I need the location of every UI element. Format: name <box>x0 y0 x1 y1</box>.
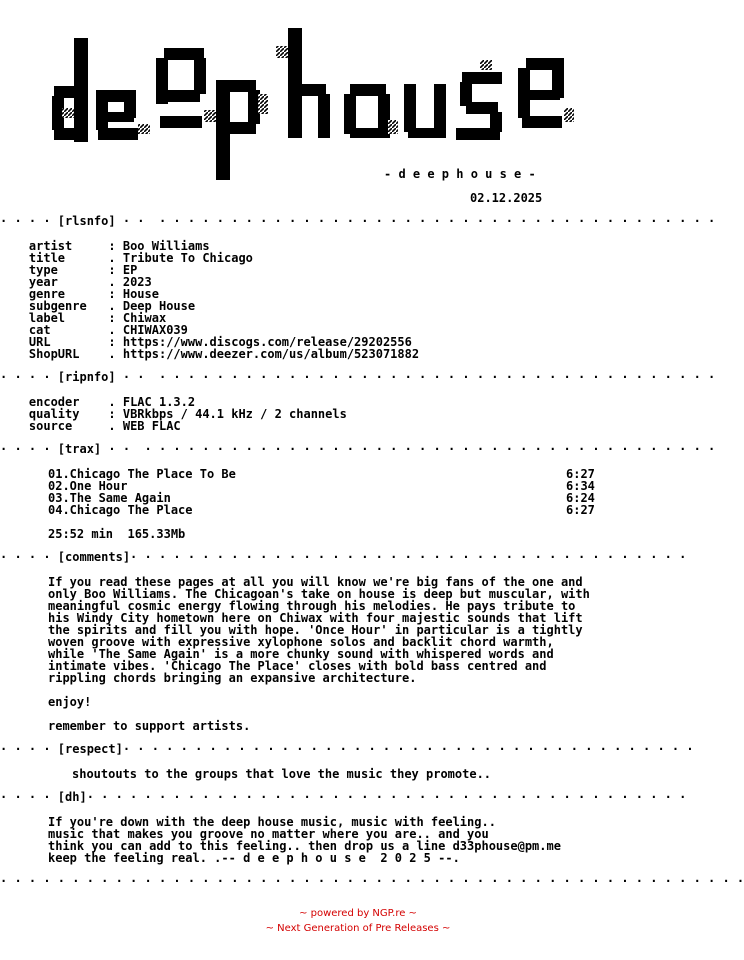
ripnfo-encoder: encoder . FLAC 1.3.2 <box>28 395 196 409</box>
dh-line: If you're down with the deep house music, music with feeling.. <box>48 815 496 829</box>
comment-line: while 'The Same Again' is a more chunky sound with whispered words and <box>48 647 554 661</box>
section-header-dh: · · · · [dh]· · · · · · · · · · · · · · · · · · · · · · · · · · · · · · · · · · · · · · · · · · <box>0 790 687 804</box>
track-time: 6:27 <box>566 503 595 517</box>
enjoy-text: enjoy! <box>48 695 92 709</box>
comment-line: woven groove with expressive xylophone solos and backlit chord warmth, <box>48 635 554 649</box>
rlsnfo-label: label : Chiwax <box>28 311 167 325</box>
key: artist <box>28 239 73 253</box>
release-date: 02.12.2025 <box>470 191 543 205</box>
ripnfo-source: source . WEB FLAC <box>28 419 181 433</box>
support-text: remember to support artists. <box>48 719 251 733</box>
comment-line: If you read these pages at all you will know we're big fans of the one and <box>48 575 583 589</box>
discogs-link[interactable]: https://www.discogs.com/release/29202556 <box>122 335 412 349</box>
total-runtime-size: 25:52 min 165.33Mb <box>48 527 186 541</box>
rlsnfo-shopurl: ShopURL . https://www.deezer.com/us/album/523071882 <box>28 347 420 361</box>
rlsnfo-artist: artist : Boo Williams <box>28 239 210 253</box>
comment-line: the spirits and fill you with hope. 'Once Hour' in particular is a tightly <box>48 623 583 637</box>
deezer-link[interactable]: https://www.deezer.com/us/album/523071882 <box>122 347 420 361</box>
rlsnfo-subgenre: subgenre . Deep House <box>28 299 196 313</box>
closing-rule: · · · · · · · · · · · · · · · · · · · · · · · · · · · · · · · · · · · · · · · · · · · · · · · · · · · · <box>0 874 744 888</box>
ripnfo-quality: quality : VBRkbps / 44.1 kHz / 2 channels <box>28 407 347 421</box>
comment-line: meaningful cosmic energy flowing through his melodies. He pays tribute to <box>48 599 576 613</box>
rlsnfo-url: URL : https://www.discogs.com/release/29202556 <box>28 335 412 349</box>
dh-line: think you can add to this feeling.. then drop us a line d33phouse@pm.me <box>48 839 561 853</box>
section-header-comments: · · · · [comments]· · · · · · · · · · · · · · · · · · · · · · · · · · · · · · · · · · · · · · · <box>0 550 687 564</box>
dh-line: keep the feeling real. .-- d e e p h o u s e 2 0 2 5 --. <box>48 851 460 865</box>
track-title: 01.Chicago The Place To Be <box>48 467 236 481</box>
section-header-ripnfo: · · · · [ripnfo] · · · · · · · · · · · · · · · · · · · · · · · · · · · · · · · · · · · · · · · · · <box>0 370 716 384</box>
section-header-trax: · · · · [trax] · · · · · · · · · · · · · · · · · · · · · · · · · · · · · · · · · · · · · · · · · · <box>0 442 716 456</box>
track-time: 6:34 <box>566 479 595 493</box>
track-title: 03.The Same Again <box>48 491 171 505</box>
comment-line: only Boo Williams. The Chicagoan's take on house is deep but muscular, with <box>48 587 590 601</box>
comment-line: rippling chords bringing an expansive architecture. <box>48 671 417 685</box>
rlsnfo-title: title . Tribute To Chicago <box>28 251 253 265</box>
rlsnfo-genre: genre : House <box>28 287 159 301</box>
footer-tagline: ~ Next Generation of Pre Releases ~ <box>265 923 451 934</box>
comment-line: his Windy City hometown here on Chiwax with four majestic sounds that lift <box>48 611 583 625</box>
track-time: 6:24 <box>566 491 595 505</box>
section-header-respect: · · · · [respect]· · · · · · · · · · · · · · · · · · · · · · · · · · · · · · · · · · · · · · · · <box>0 742 694 756</box>
rlsnfo-cat: cat . CHIWAX039 <box>28 323 188 337</box>
logo-subtitle: - d e e p h o u s e - <box>384 167 536 181</box>
rlsnfo-year: year . 2023 <box>28 275 152 289</box>
section-header-rlsnfo: · · · · [rlsnfo] · · · · · · · · · · · · · · · · · · · · · · · · · · · · · · · · · · · · · · · · · <box>0 214 716 228</box>
rlsnfo-type: type : EP <box>28 263 138 277</box>
track-title: 02.One Hour <box>48 479 128 493</box>
comment-line: intimate vibes. 'Chicago The Place' closes with bold bass centred and <box>48 659 547 673</box>
track-title: 04.Chicago The Place <box>48 503 193 517</box>
track-time: 6:27 <box>566 467 595 481</box>
respect-text: shoutouts to the groups that love the music they promote.. <box>72 767 492 781</box>
deephouse-logo <box>52 24 577 184</box>
dh-line: music that makes you groove no matter where you are.. and you <box>48 827 489 841</box>
footer-powered-by: ~ powered by NGP.re ~ <box>299 908 417 919</box>
